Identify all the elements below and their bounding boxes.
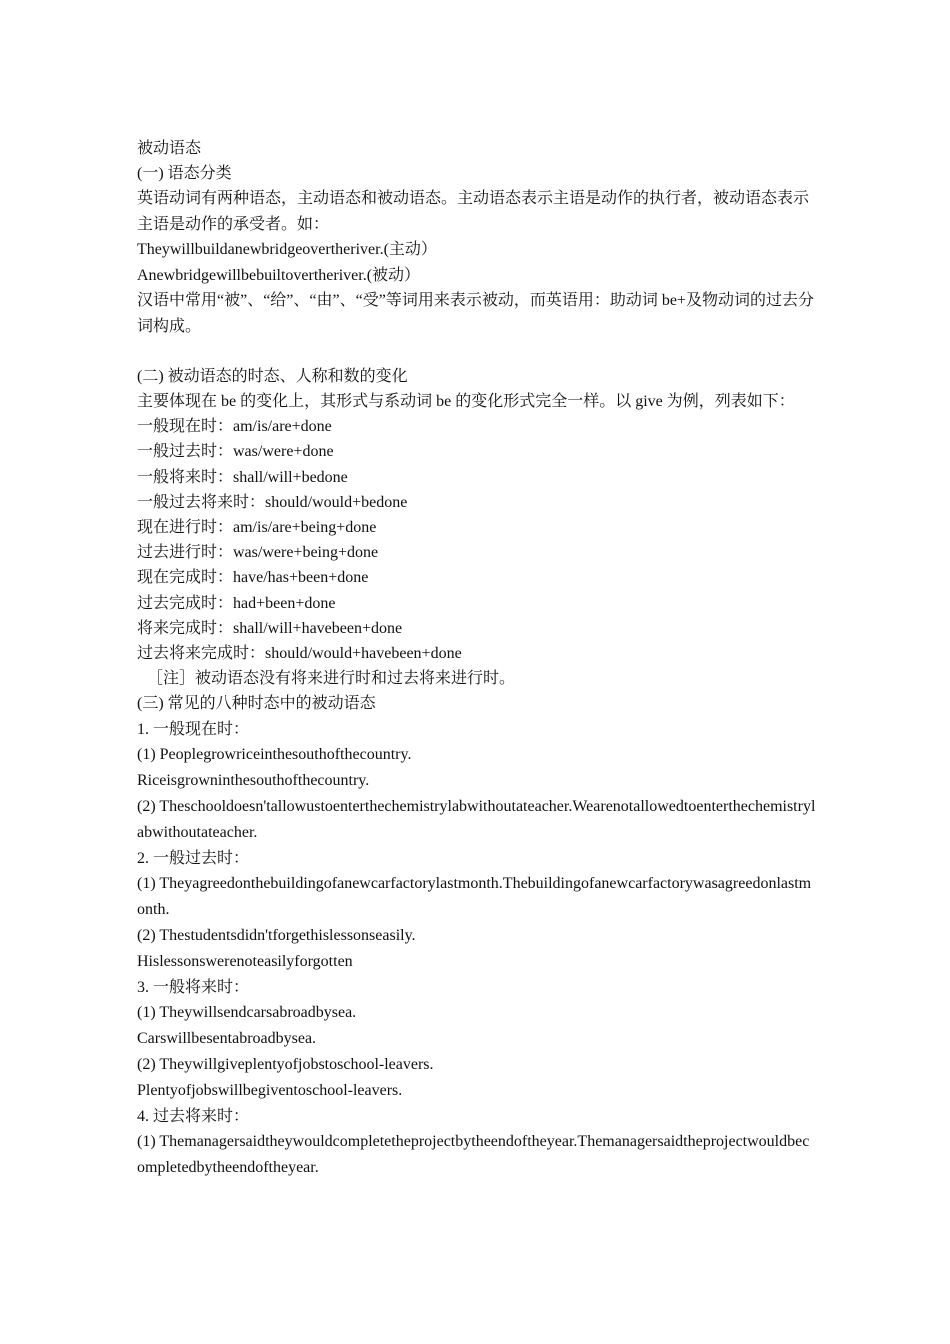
list-heading: 2. 一般过去时：: [137, 849, 250, 867]
paragraph-be-changes: 主要体现在 be 的变化上，其形式与系动词 be 的变化形式完全一样。以 give 为例，列表如下：: [137, 393, 795, 411]
tense-item: 现在完成时：have/has+been+done: [137, 569, 369, 587]
example-sentence: Plentyofjobswillbegiventoschool-leavers.: [137, 1081, 403, 1099]
list-heading: 4. 过去将来时：: [137, 1107, 250, 1125]
example-sentence: Hislessonswerenoteasilyforgotten: [137, 952, 353, 970]
section-heading-3: (三) 常见的八种时态中的被动语态: [137, 695, 376, 713]
tense-item: 一般过去将来时：should/would+bedone: [137, 493, 408, 511]
document-body: [137, 136, 817, 1181]
document-title: 被动语态: [137, 140, 202, 157]
tense-item: 现在进行时：am/is/are+being+done: [137, 519, 377, 537]
tense-item: 一般过去时：was/were+done: [137, 443, 334, 461]
paragraph-voice-intro: 英语动词有两种语态，主动语态和被动语态。主动语态表示主语是动作的执行者，被动语态表示主语是动作的承受者。如：: [137, 190, 810, 233]
example-sentence: (1) Theywillsendcarsabroadbysea.: [137, 1004, 357, 1022]
example-sentence: (1) Peoplegrowriceinthesouthofthecountry.: [137, 746, 412, 764]
tense-item: 过去进行时：was/were+being+done: [137, 544, 379, 562]
note: ［注］被动语态没有将来进行时和过去将来进行时。: [147, 670, 516, 688]
example-sentence: (1) Themanagersaidtheywouldcompletetheprojectbytheendoftheyear.Themanagersaidtheprojectwouldbecompletedbytheendoftheyear.: [137, 1133, 810, 1177]
tense-item: 过去完成时：had+been+done: [137, 594, 336, 612]
paragraph-chinese-passive: 汉语中常用“被”、“给”、“由”、“受”等词用来表示被动，而英语用：助动词 be+及物动词的过去分词构成。: [137, 292, 814, 335]
example-sentence: (2) Theschooldoesn'tallowustoenterthechemistrylabwithoutateacher.Wearenotallowedtoenterthechemistrylabwithoutateacher.: [137, 798, 816, 841]
tense-item: 过去将来完成时：should/would+havebeen+done: [137, 645, 462, 663]
example-sentence: (2) Thestudentsdidn'tforgethislessonseasily.: [137, 927, 416, 945]
tense-item: 将来完成时：shall/will+havebeen+done: [137, 619, 403, 637]
example-active: Theywillbuildanewbridgeovertheriver.(主动）: [137, 240, 437, 258]
example-sentence: (2) Theywillgiveplentyofjobstoschool-leavers.: [137, 1056, 434, 1074]
example-sentence: (1) Theyagreedonthebuildingofanewcarfactorylastmonth.Thebuildingofanewcarfactorywasagreedonlastmonth.: [137, 875, 812, 919]
example-sentence: Riceisgrowninthesouthofthecountry.: [137, 772, 370, 790]
tense-item: 一般将来时：shall/will+bedone: [137, 468, 348, 486]
example-passive: Anewbridgewillbebuiltovertheriver.(被动）: [137, 266, 421, 284]
section-heading-1: (一) 语态分类: [137, 165, 232, 183]
example-sentence: Carswillbesentabroadbysea.: [137, 1030, 317, 1048]
list-heading: 3. 一般将来时：: [137, 978, 250, 996]
list-heading: 1. 一般现在时：: [137, 720, 250, 738]
blank-line: [137, 339, 817, 364]
tense-item: 一般现在时：am/is/are+done: [137, 418, 332, 436]
section-heading-2: (二) 被动语态的时态、人称和数的变化: [137, 367, 408, 385]
